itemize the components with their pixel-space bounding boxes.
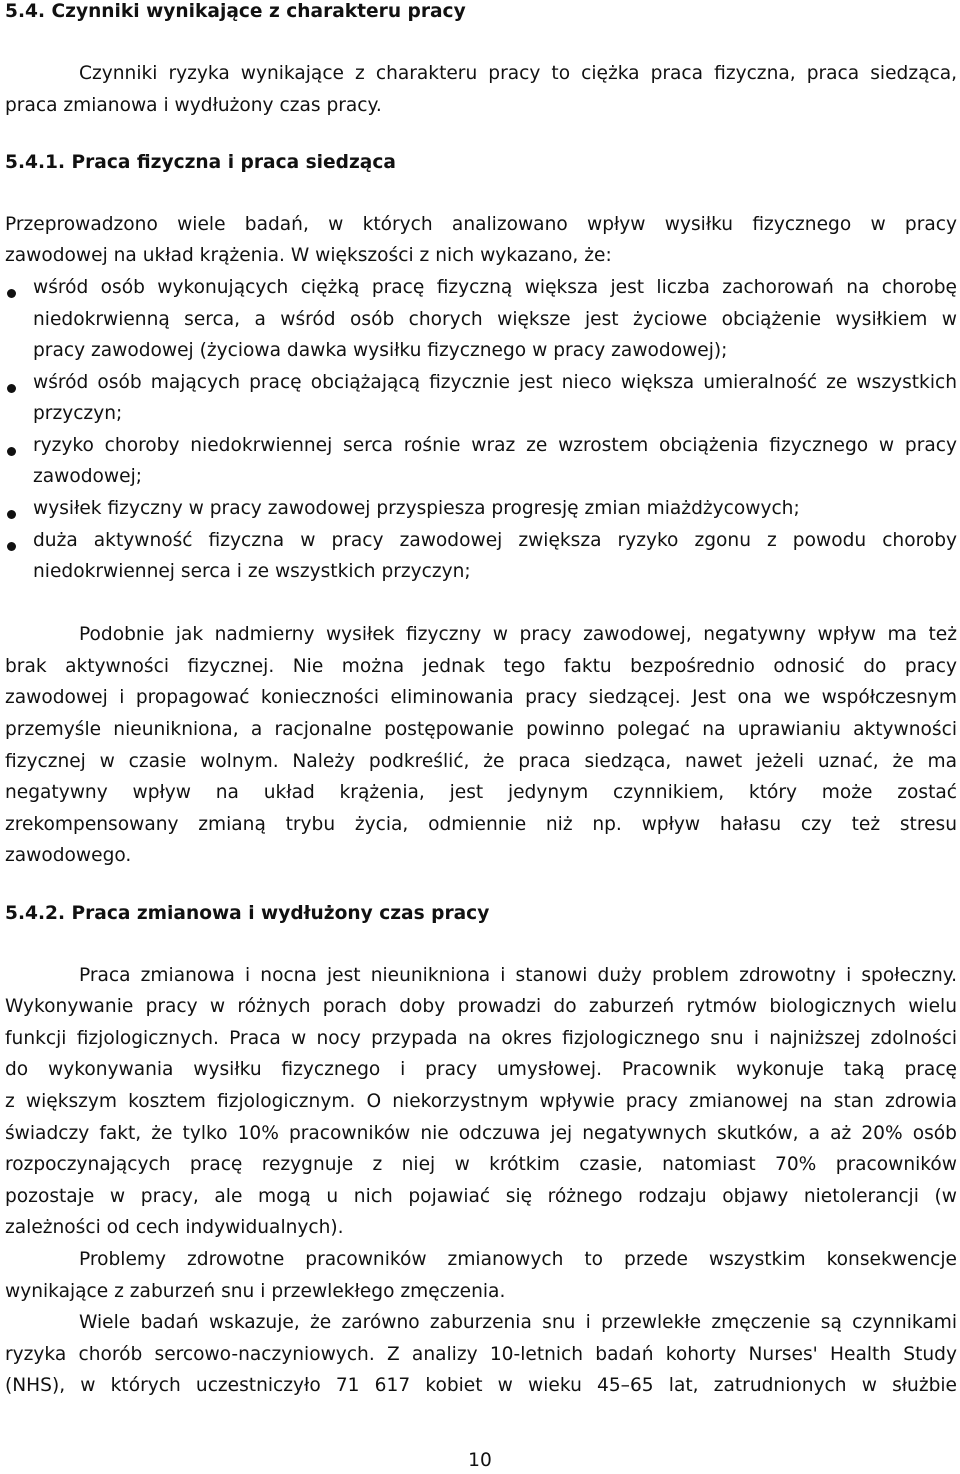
paragraph-line: zawodowej i propagować konieczności eliminowania pracy siedzącej. Jest ona we współczesnym [5,687,957,708]
paragraph-line: zawodowego. [5,845,132,866]
paragraph-line: Problemy zdrowotne pracowników zmianowych to przede wszystkim konsekwencje [79,1249,957,1270]
paragraph-line: Wiele badań wskazuje, że zarówno zaburzenia snu i przewlekłe zmęczenie są czynnikami [79,1312,957,1333]
paragraph-line: rozpoczynających pracę rezygnuje z niej w krótkim czasie, natomiast 70% pracowników [5,1154,957,1175]
paragraph-line: negatywny wpływ na układ krążenia, jest jedynym czynnikiem, który może zostać [5,782,957,803]
list-item-line: wysiłek fizyczny w pracy zawodowej przyspiesza progresję zmian miażdżycowych; [33,498,800,519]
paragraph-line: brak aktywności fizycznej. Nie można jednak tego faktu bezpośrednio odnosić do pracy [5,656,957,677]
paragraph-line: pozostaje w pracy, ale mogą u nich pojawiać się różnego rodzaju objawy nietolerancji (w [5,1186,957,1207]
paragraph-line: przemyśle nieunikniona, a racjonalne postępowanie powinno polegać na uprawianiu aktywności [5,719,957,740]
list-item-line: pracy zawodowej (życiowa dawka wysiłku fizycznego w pracy zawodowej); [33,340,728,361]
paragraph-line: Praca zmianowa i nocna jest nieunikniona i stanowi duży problem zdrowotny i społeczny. [79,965,957,986]
paragraph-line: świadczy fakt, że tylko 10% pracowników nie odczuwa jej negatywnych skutków, a aż 20% osób [5,1123,957,1144]
bullet-icon [7,447,16,456]
intro-line: Czynniki ryzyka wynikające z charakteru pracy to ciężka praca fizyczna, praca siedząca, [79,63,957,84]
paragraph-line: zrekompensowany zmianą trybu życia, odmiennie niż np. wpływ hałasu czy też stresu [5,814,957,835]
paragraph-line: ryzyka chorób sercowo-naczyniowych. Z analizy 10-letnich badań kohorty Nurses' Health Study [5,1344,957,1365]
section-heading-5-4: 5.4. Czynniki wynikające z charakteru pracy [5,1,466,22]
paragraph-line: Podobnie jak nadmierny wysiłek fizyczny w pracy zawodowej, negatywny wpływ ma też [79,624,957,645]
paragraph-line: wynikające z zaburzeń snu i przewlekłego zmęczenia. [5,1281,506,1302]
list-item-line: duża aktywność fizyczna w pracy zawodowej zwiększa ryzyko zgonu z powodu choroby [33,530,957,551]
list-item-line: wśród osób mających pracę obciążającą fizycznie jest nieco większa umieralność ze wszystkich [33,372,957,393]
section-heading-5-4-2: 5.4.2. Praca zmianowa i wydłużony czas pracy [5,903,490,924]
list-item-line: wśród osób wykonujących ciężką pracę fizyczną większa jest liczba zachorowań na chorobę [33,277,957,298]
bullet-icon [7,289,16,298]
page-number: 10 [468,1450,492,1471]
paragraph-line: fizycznej w czasie wolnym. Należy podkreślić, że praca siedząca, nawet jeżeli uznać, że ma [5,751,957,772]
intro-line: praca zmianowa i wydłużony czas pracy. [5,95,382,116]
paragraph-line: funkcji fizjologicznych. Praca w nocy przypada na okres fizjologicznego snu i najniższej zdolności [5,1028,957,1049]
paragraph-line: zależności od cech indywidualnych). [5,1217,344,1238]
section-heading-5-4-1: 5.4.1. Praca fizyczna i praca siedząca [5,152,396,173]
bullet-icon [7,542,16,551]
list-item-line: niedokrwiennej serca i ze wszystkich przyczyn; [33,561,471,582]
paragraph-line: Wykonywanie pracy w różnych porach doby prowadzi do zaburzeń rytmów biologicznych wielu [5,996,957,1017]
bullet-icon [7,384,16,393]
paragraph-line: zawodowej na układ krążenia. W większości z nich wykazano, że: [5,245,612,266]
list-item-line: przyczyn; [33,403,123,424]
bullet-icon [7,510,16,519]
paragraph-line: Przeprowadzono wiele badań, w których analizowano wpływ wysiłku fizycznego w pracy [5,214,957,235]
list-item-line: ryzyko choroby niedokrwiennej serca rośnie wraz ze wzrostem obciążenia fizycznego w pracy [33,435,957,456]
paragraph-line: z większym kosztem fizjologicznym. O niekorzystnym wpływie pracy zmianowej na stan zdrowia [5,1091,957,1112]
list-item-line: niedokrwienną serca, a wśród osób chorych większe jest życiowe obciążenie wysiłkiem w [33,309,957,330]
list-item-line: zawodowej; [33,466,142,487]
paragraph-line: do wykonywania wysiłku fizycznego i pracy umysłowej. Pracownik wykonuje taką pracę [5,1059,957,1080]
paragraph-line: (NHS), w których uczestniczyło 71 617 kobiet w wieku 45–65 lat, zatrudnionych w służbie [5,1375,957,1396]
